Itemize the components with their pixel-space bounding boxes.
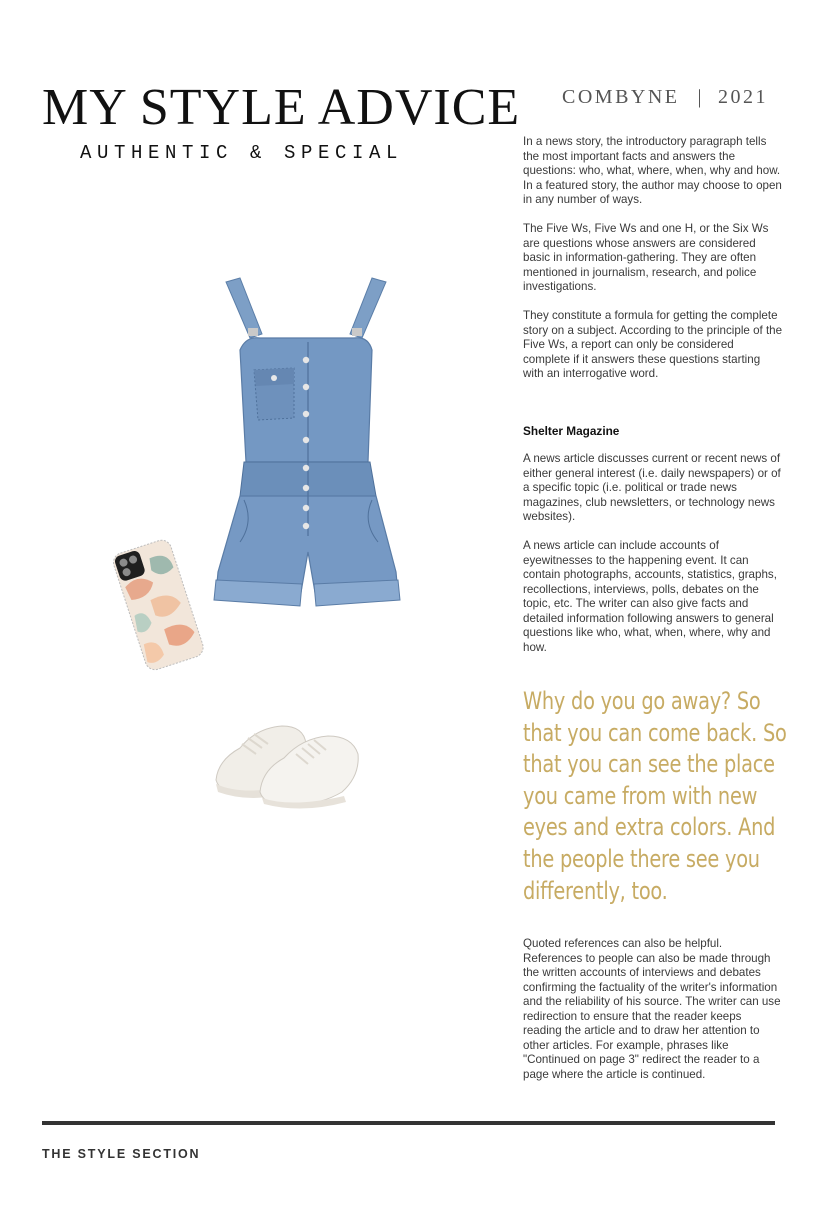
article-paragraph: A news article discusses current or recent news of either general interest (i.e. daily newspapers) or of a specific topic (i.e. political or trade news magazines, club newsletters, or technology news websites). [523, 452, 781, 523]
denim-overalls-image[interactable] [210, 272, 405, 612]
article-paragraph: In a news story, the introductory paragraph tells the most important facts and answers the questions: who, what, where, when, why and how. In a featured story, the author may choose to open in any number of ways. [523, 135, 782, 206]
footer-rule [42, 1121, 775, 1125]
sneakers-image[interactable] [212, 714, 367, 806]
footer-section-label: THE STYLE SECTION [42, 1147, 201, 1161]
article-paragraph: The Five Ws, Five Ws and one H, or the Six Ws are questions whose answers are considered basic in information-gathering. They are often mentioned in journalism, research, and police investigations. [523, 222, 769, 293]
brand-year: 2021 [718, 86, 769, 108]
article-middle [523, 452, 783, 655]
article-paragraph: They constitute a formula for getting the complete story on a subject. According to the principle of the Five Ws, a report can only be considered complete if it answers these questions starting with an interrogative word. [523, 309, 783, 380]
article-intro [523, 135, 783, 382]
article-paragraph: Quoted references can also be helpful. References to people can also be made through the written accounts of interviews and debates confirming the factuality of the writer's information and the reliability of his source. The writer can use redirection to ensure that the reader keeps reading the article and to draw her attention to other articles. For example, phrases like "Continued on page 3" redirect the reader to a page where the article is continued. [523, 937, 781, 1081]
page-subtitle: AUTHENTIC & SPECIAL [80, 142, 404, 164]
phone-case-image[interactable] [108, 538, 208, 670]
brand-separator: | [697, 86, 705, 108]
section-heading: Shelter Magazine [523, 424, 620, 438]
brand-name: COMBYNE [562, 86, 680, 108]
pull-quote: Why do you go away? So that you can come back. So that you can see the place you came from with new eyes and extra colors. And the people there see you differently, too. [523, 687, 787, 905]
article-paragraph: A news article can include accounts of eyewitnesses to the happening event. It can contain photographs, accounts, statistics, graphs, recollections, interviews, polls, debates on the topic, etc. The writer can also give facts and detailed information following answers to general questions like who, what, when, where, why and how. [523, 539, 777, 654]
brand-line [562, 86, 768, 109]
page-title: MY STYLE ADVICE [42, 79, 521, 136]
article-closing [523, 937, 783, 1082]
